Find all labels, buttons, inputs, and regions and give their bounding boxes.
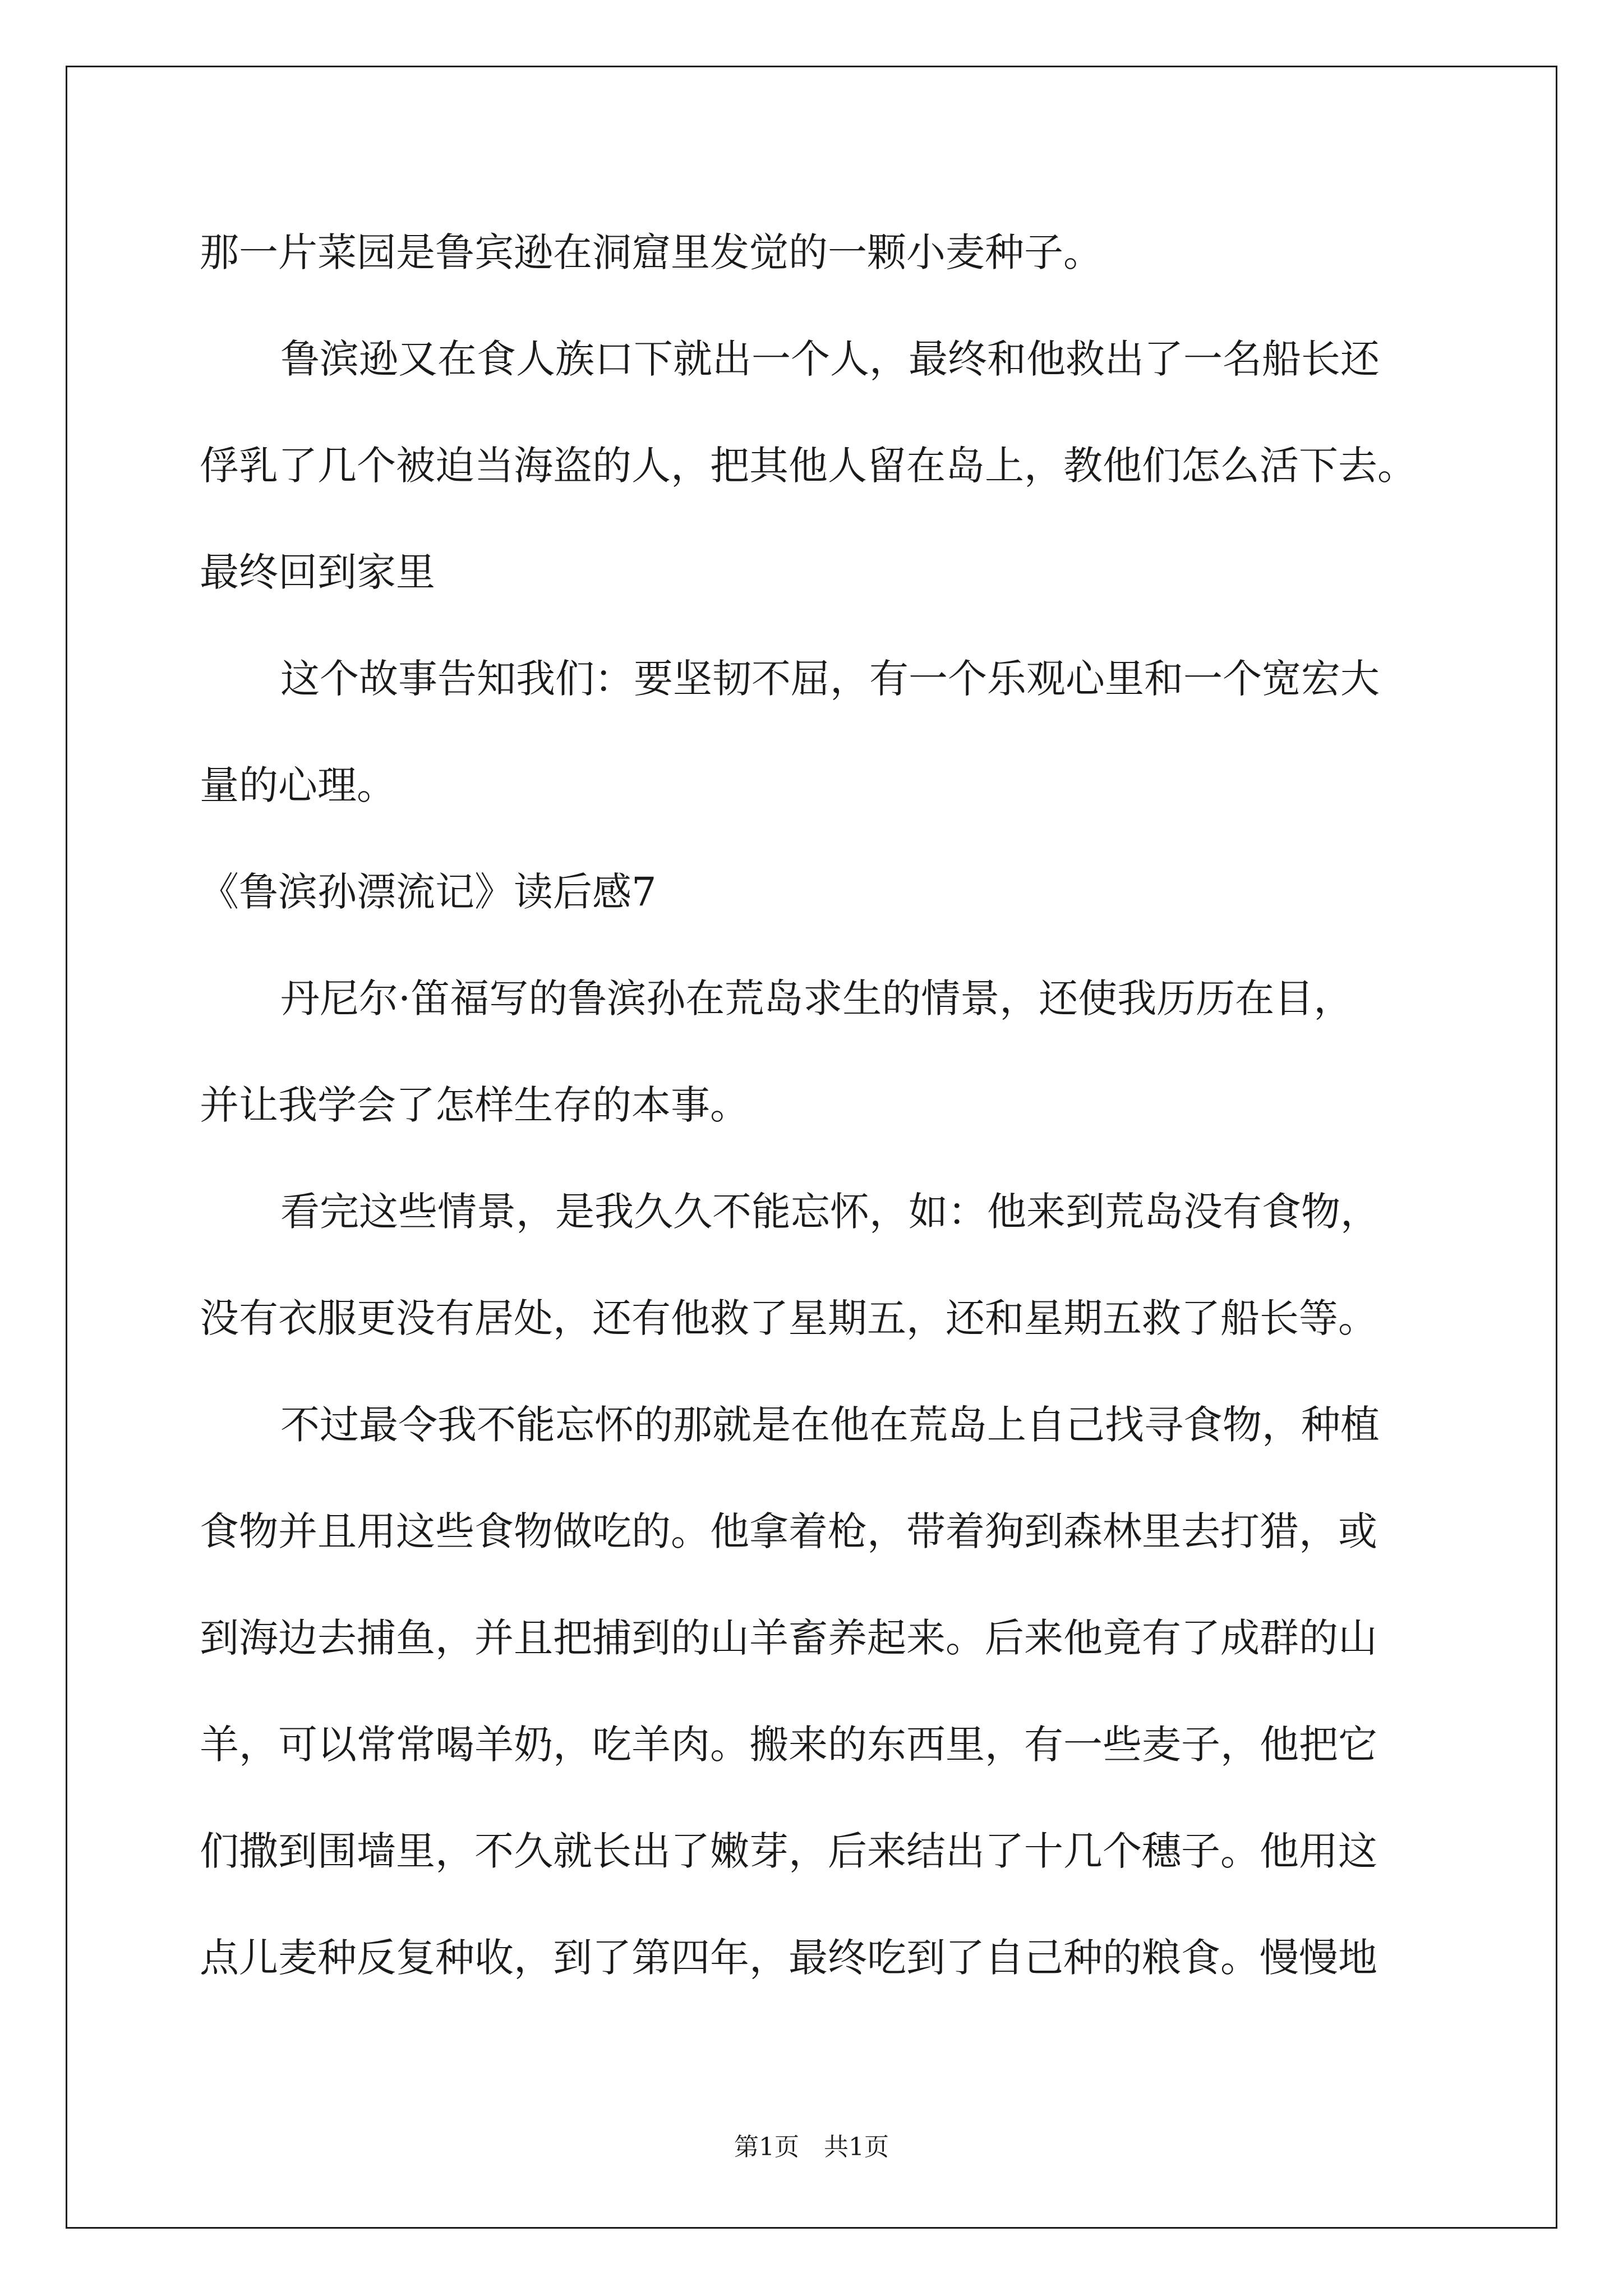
text-line: 食物并且用这些食物做吃的。他拿着枪，带着狗到森林里去打猎，或 [200, 1508, 1377, 1554]
text-line: 最终回到家里 [200, 549, 435, 595]
paragraph-start: 丹尼尔·笛福写的鲁滨孙在荒岛求生的情景，还使我历历在目， [280, 976, 1353, 1022]
text-line: 没有衣服更没有居处，还有他救了星期五，还和星期五救了船长等。 [200, 1295, 1377, 1341]
section-heading: 《鲁滨孙漂流记》读后感7 [200, 869, 657, 915]
paragraph-start: 鲁滨逊又在食人族口下就出一个人，最终和他救出了一名船长还 [280, 336, 1380, 382]
text-line: 俘乳了几个被迫当海盗的人，把其他人留在岛上，教他们怎么活下去。 [200, 443, 1417, 489]
text-line: 到海边去捕鱼，并且把捕到的山羊畜养起来。后来他竟有了成群的山 [200, 1615, 1377, 1661]
text-line: 那一片菜园是鲁宾逊在洞窟里发觉的一颗小麦种子。 [200, 229, 1103, 275]
page-footer: 第1页 共1页 [734, 2133, 889, 2161]
text-line: 并让我学会了怎样生存的本事。 [200, 1082, 749, 1128]
paragraph-start: 看完这些情景，是我久久不能忘怀，如：他来到荒岛没有食物， [280, 1189, 1380, 1235]
text-line: 量的心理。 [200, 762, 396, 808]
text-line: 们撒到围墙里，不久就长出了嫩芽，后来结出了十几个穗子。他用这 [200, 1828, 1377, 1874]
text-line: 羊，可以常常喝羊奶，吃羊肉。搬来的东西里，有一些麦子，他把它 [200, 1722, 1377, 1768]
paragraph-start: 这个故事告知我们：要坚韧不屈，有一个乐观心里和一个宽宏大 [280, 656, 1380, 702]
text-line: 点儿麦种反复种收，到了第四年，最终吃到了自己种的粮食。慢慢地 [200, 1935, 1377, 1981]
paragraph-start: 不过最令我不能忘怀的那就是在他在荒岛上自己找寻食物，种植 [280, 1402, 1380, 1448]
page-border [66, 66, 1557, 2229]
